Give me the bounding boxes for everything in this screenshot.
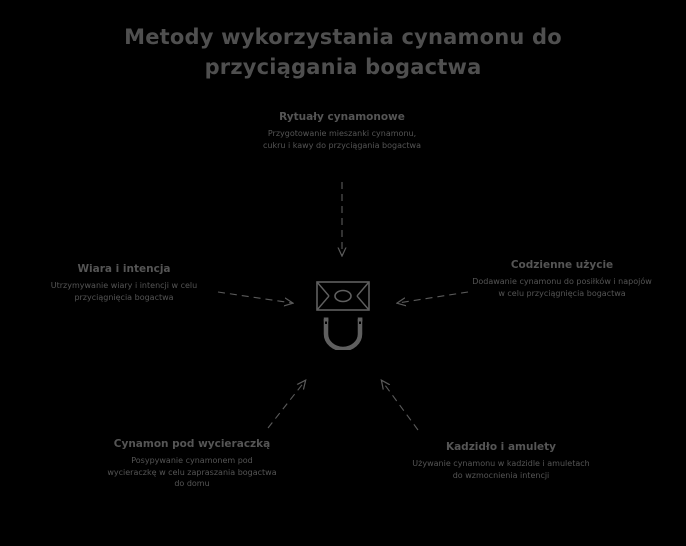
node-codzienne[interactable]	[472, 258, 652, 299]
node-kadzidlo[interactable]	[412, 440, 590, 481]
arrow-kadzidlo-to-center	[382, 381, 418, 430]
node-codzienne-title: Codzienne użycie	[510, 259, 614, 271]
magnet-icon	[313, 278, 373, 350]
node-rytualy[interactable]	[262, 110, 422, 151]
node-rytualy-desc: Przygotowanie mieszanki cynamonu, cukru i kawy do przyciągania bogactwa	[263, 129, 421, 150]
node-wiara[interactable]	[36, 262, 212, 303]
page-title: Metody wykorzystania cynamonu do przyciągania bogactwa	[124, 25, 562, 79]
node-rytualy-title: Rytuały cynamonowe	[279, 111, 405, 123]
node-kadzidlo-title: Kadzidło i amulety	[445, 441, 557, 453]
node-cynamon-desc: Posypywanie cynamonem pod wycieraczkę w celu zapraszania bogactwa do domu	[107, 456, 277, 488]
node-cynamon[interactable]	[106, 437, 278, 490]
arrow-wiara-to-center	[218, 292, 292, 303]
node-wiara-title: Wiara i intencja	[77, 263, 171, 275]
arrow-codzienne-to-center	[398, 292, 468, 303]
node-wiara-desc: Utrzymywanie wiary i intencji w celu przyciągnięcia bogactwa	[50, 281, 198, 302]
node-cynamon-title: Cynamon pod wycieraczką	[113, 438, 271, 450]
node-kadzidlo-desc: Używanie cynamonu w kadzidle i amuletach do wzmocnienia intencji	[412, 459, 590, 480]
node-codzienne-desc: Dodawanie cynamonu do posiłków i napojów w celu przyciągnięcia bogactwa	[472, 277, 652, 298]
arrow-cynamon-to-center	[268, 381, 305, 428]
